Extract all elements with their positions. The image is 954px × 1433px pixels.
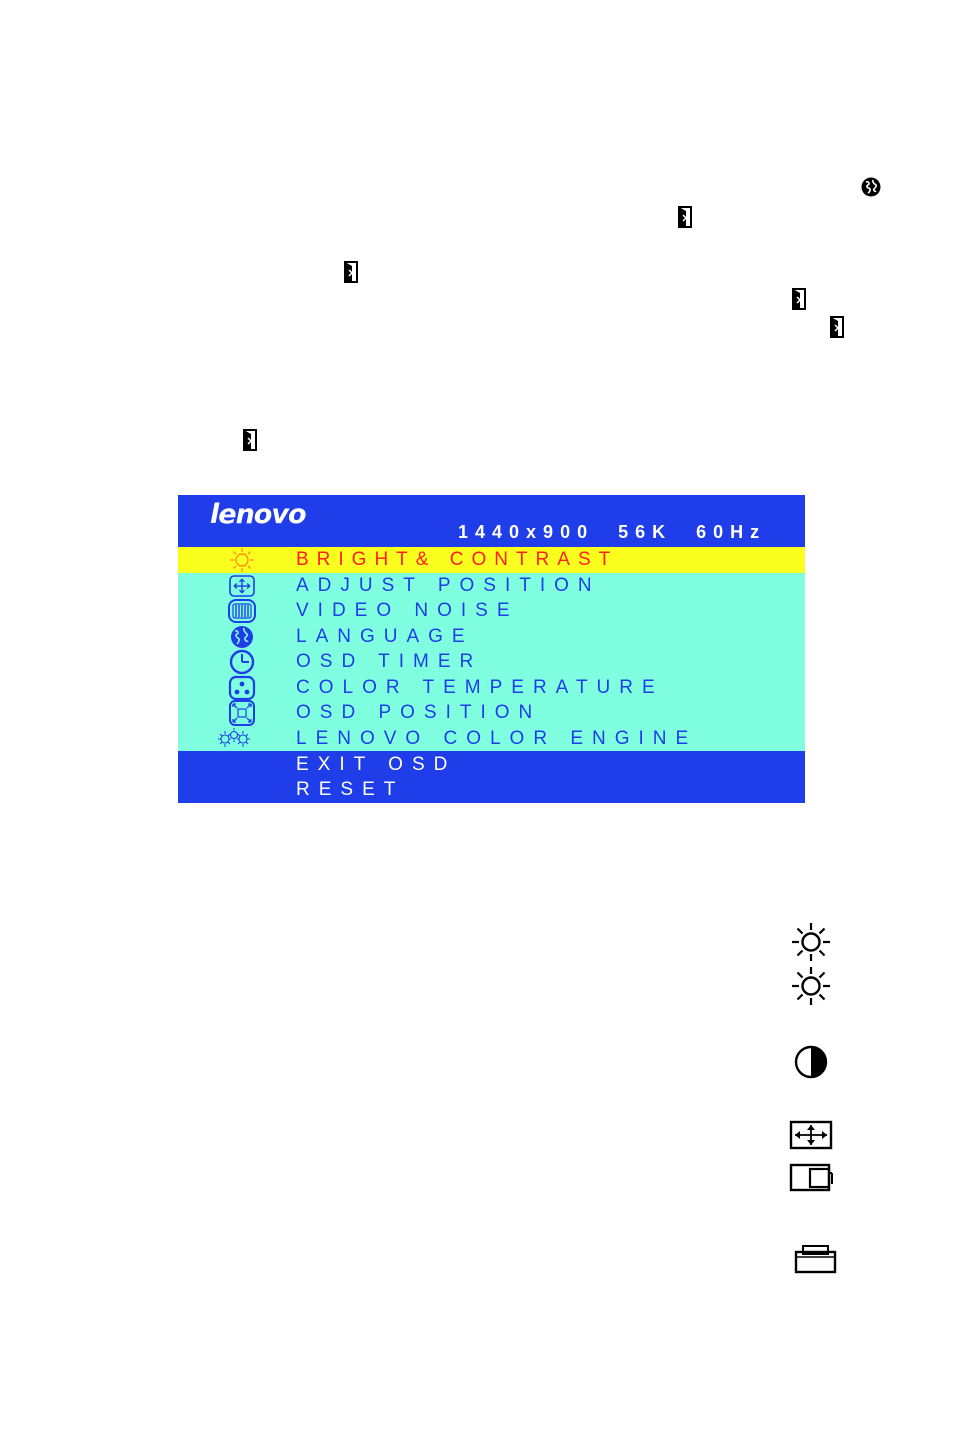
osd-item-label: LENOVO COLOR ENGINE xyxy=(296,727,698,749)
enter-key-icon xyxy=(791,288,807,310)
clock-icon xyxy=(226,649,258,675)
size-icon xyxy=(794,1243,838,1275)
osd-item-osd-position[interactable] xyxy=(178,700,805,726)
resolution-readout: 1440x900 56K 60Hz xyxy=(458,522,767,542)
osd-item-label: VIDEO NOISE xyxy=(296,600,519,621)
enter-key-icon xyxy=(242,429,258,451)
osd-bottom-actions xyxy=(178,751,805,803)
osd-item-label: COLOR TEMPERATURE xyxy=(296,676,664,698)
osd-item-color-temperature[interactable] xyxy=(178,675,805,701)
osd-item-label: ADJUST POSITION xyxy=(296,574,601,596)
video-noise-icon xyxy=(226,598,258,624)
osd-item-video-noise[interactable] xyxy=(178,598,805,624)
brightness-down-icon xyxy=(790,965,832,1007)
contrast-icon xyxy=(793,1044,829,1080)
exit-osd-button[interactable]: EXIT OSD xyxy=(296,754,457,775)
language-globe-icon xyxy=(226,624,258,650)
color-engine-icon xyxy=(216,726,252,752)
position-icon xyxy=(226,573,258,599)
color-dots-icon xyxy=(226,675,258,701)
enter-key-icon xyxy=(829,316,845,338)
osd-menu-list xyxy=(178,547,805,751)
brightness-up-icon xyxy=(790,921,832,963)
enter-key-icon xyxy=(677,206,693,228)
osd-item-label: BRIGHT& CONTRAST xyxy=(296,549,619,570)
osd-item-label: OSD TIMER xyxy=(296,651,483,672)
osd-item-osd-timer[interactable] xyxy=(178,649,805,675)
osd-item-bright-contrast[interactable] xyxy=(178,547,805,573)
osd-header xyxy=(178,495,805,547)
osd-item-adjust-position[interactable] xyxy=(178,573,805,599)
vertical-position-icon xyxy=(789,1162,835,1194)
brightness-icon xyxy=(226,547,258,573)
lenovo-logo: lenovo xyxy=(210,499,306,530)
osd-menu xyxy=(178,495,805,803)
osd-item-label: OSD POSITION xyxy=(296,702,542,723)
osd-position-icon xyxy=(226,700,258,726)
osd-item-label: LANGUAGE xyxy=(296,625,474,647)
globe-icon xyxy=(860,176,882,198)
enter-key-icon xyxy=(343,261,359,283)
horizontal-position-icon xyxy=(789,1120,835,1152)
osd-item-language[interactable] xyxy=(178,624,805,650)
reset-button[interactable]: RESET xyxy=(296,779,405,800)
osd-item-lenovo-color-engine[interactable] xyxy=(178,726,805,752)
